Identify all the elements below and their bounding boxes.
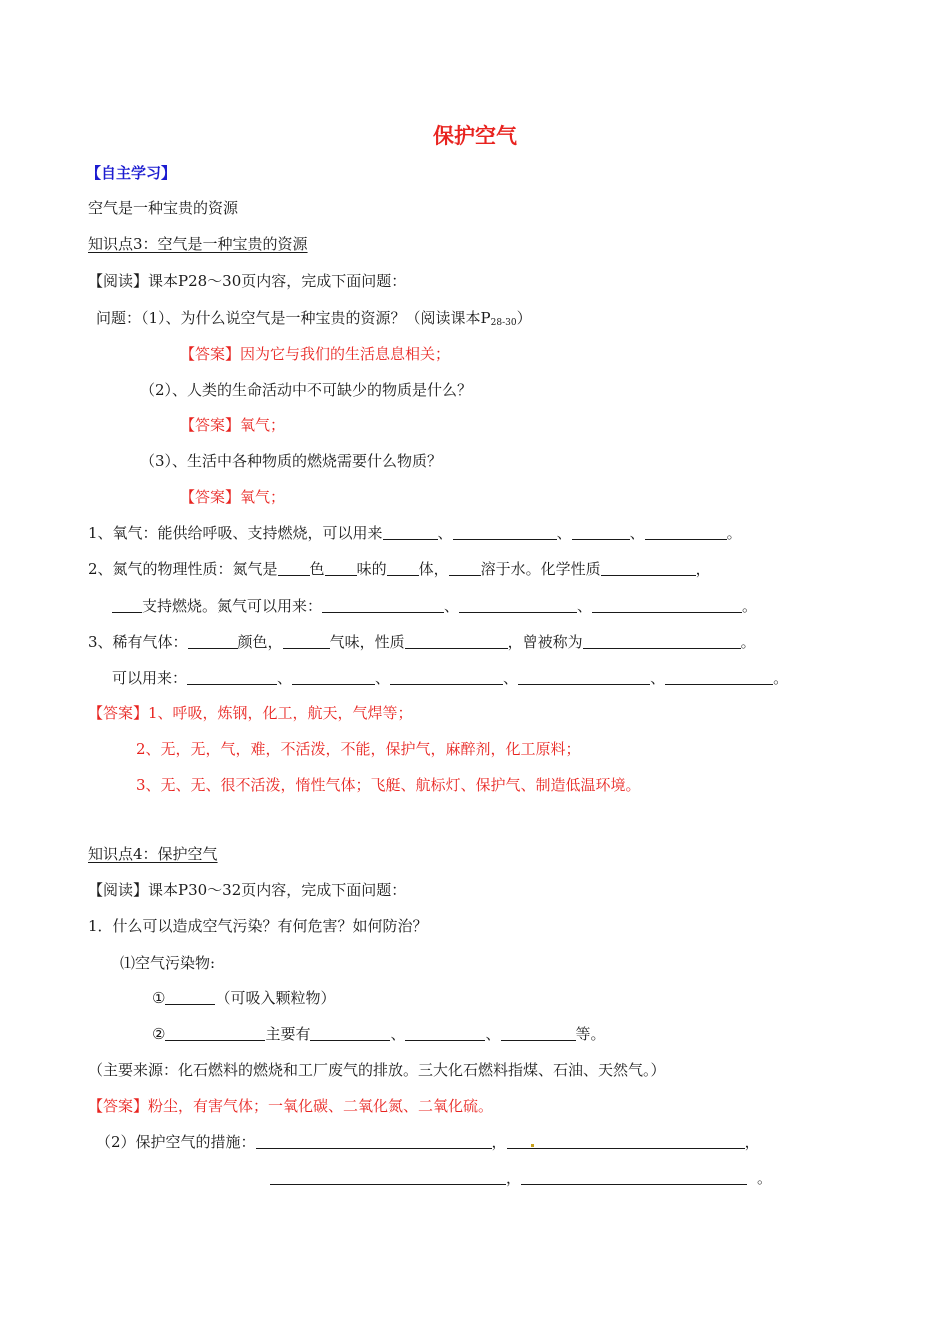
question-2-text: （2）保护空气的措施： [96,1133,256,1151]
blank-field[interactable] [521,1169,747,1185]
kp3-read: 【阅读】课本P28～30页内容，完成下面问题： [88,272,407,290]
separator: 、 [650,669,666,687]
blank-field[interactable] [507,1133,745,1149]
blank-field[interactable] [322,597,444,613]
separator: 、 [444,597,460,615]
fill-oxygen [88,523,742,543]
fill-text: 色 [309,560,325,578]
blank-field[interactable] [665,669,773,685]
period: 。 [757,1169,773,1187]
page-title: 保护空气 [433,124,517,148]
fill-text: 可以用来： [112,669,188,687]
answer-tag: 【答案】 [88,1097,149,1115]
blank-field[interactable] [256,1133,492,1149]
period: 。 [742,597,758,615]
fill-text: 气味，性质 [329,633,405,651]
blank-field[interactable] [278,560,310,576]
question-1-text: 问题：（1）、为什么说空气是一种宝贵的资源？（阅读课本P [96,309,491,327]
page-range-subscript: 28-30 [490,318,517,328]
fill-text: ，曾被称为 [507,633,583,651]
blank-field[interactable] [501,1025,576,1041]
kp3-answer-3 [180,487,285,507]
period: 。 [773,669,789,687]
separator: 、 [485,1025,501,1043]
answer-tag: 【答案】 [88,704,149,722]
item-marker: ② [152,1025,166,1043]
blank-field[interactable] [188,633,238,649]
kp4-heading: 知识点4：保护空气 [88,845,218,863]
period: 。 [726,524,742,542]
period: 。 [740,633,756,651]
fill-noble-gas-2 [112,668,788,688]
kp3-answer-block-1 [88,703,413,723]
separator: 、 [556,524,572,542]
fill-text: 2、氮气的物理性质：氮气是 [88,560,278,578]
blank-field[interactable] [583,633,741,649]
blank-field[interactable] [645,524,727,540]
mark-dot [531,1144,534,1147]
blank-field[interactable] [165,1025,265,1041]
kp4-answer [88,1096,493,1116]
comma: ， [491,1133,507,1151]
separator: 、 [390,1025,406,1043]
question-1-close: ） [516,309,532,327]
blank-field[interactable] [518,669,650,685]
separator: 、 [503,669,519,687]
intro-text: 空气是一种宝贵的资源 [88,199,239,217]
kp4-read: 【阅读】课本P30～32页内容，完成下面问题： [88,881,407,899]
blank-field[interactable] [383,524,438,540]
fill-text: 体， [418,560,449,578]
fill-nitrogen-1 [88,559,711,579]
answer-tag: 【答案】 [180,416,241,434]
blank-field[interactable] [459,597,577,613]
kp3-answer-block-2: 2、无，无，气，难，不活泼，不能，保护气，麻醉剂，化工原料； [136,740,581,758]
fill-noble-gas-1 [88,632,756,652]
kp3-question-1 [96,308,532,333]
fill-text: 1、氧气：能供给呼吸、支持燃烧，可以用来 [88,524,383,542]
self-study-heading: 【自主学习】 [86,164,177,182]
comma: ， [695,560,711,578]
blank-field[interactable] [601,560,696,576]
protection-measures-1 [96,1132,760,1152]
answer-text: 氧气； [240,416,286,434]
answer-text: 因为它与我们的生活息息相关； [240,345,451,363]
blank-field[interactable] [453,524,557,540]
pollution-source-note: （主要来源：化石燃料的燃烧和工厂废气的排放。三大化石燃料指煤、石油、天然气。） [88,1061,666,1079]
blank-field[interactable] [405,1025,485,1041]
item-marker: ① [152,989,166,1007]
blank-field[interactable] [592,597,742,613]
pollutant-item-2 [152,1024,606,1044]
fill-nitrogen-2 [112,596,757,616]
blank-field[interactable] [165,989,215,1005]
fill-text: 味的 [356,560,387,578]
answer-text: 1、呼吸，炼钢，化工，航天，气焊等； [148,704,413,722]
separator: 、 [437,524,453,542]
kp3-question-3: （3）、生活中各种物质的燃烧需要什么物质？ [140,452,443,470]
blank-field[interactable] [187,669,277,685]
blank-field[interactable] [112,597,142,613]
protection-measures-2 [270,1168,772,1188]
item-note: （可吸入颗粒物） [215,989,336,1007]
answer-tag: 【答案】 [180,345,241,363]
separator: 、 [375,669,391,687]
fill-text: 溶于水。化学性质 [480,560,601,578]
answer-tag: 【答案】 [180,488,241,506]
blank-field[interactable] [283,633,330,649]
separator: 、 [577,597,593,615]
kp4-question-1: 1．什么可以造成空气污染？有何危害？如何防治？ [88,917,428,935]
blank-field[interactable] [292,669,375,685]
fill-text: 颜色， [237,633,283,651]
kp3-question-2: （2）、人类的生命活动中不可缺少的物质是什么？ [140,381,473,399]
kp3-heading: 知识点3：空气是一种宝贵的资源 [88,235,308,253]
kp3-answer-block-3: 3、无、无、很不活泼，惰性气体；飞艇、航标灯、保护气、制造低温环境。 [136,776,641,794]
fill-text: 等。 [575,1025,606,1043]
blank-field[interactable] [572,524,630,540]
separator: 、 [629,524,645,542]
blank-field[interactable] [405,633,508,649]
fill-text: 主要有 [265,1025,311,1043]
pollutant-item-1 [152,988,335,1008]
answer-text: 粉尘，有害气体；一氧化碳、二氧化氮、二氧化硫。 [148,1097,494,1115]
comma: ， [506,1169,522,1187]
blank-field[interactable] [310,1025,390,1041]
pollutants-heading: ⑴空气污染物: [120,954,216,972]
kp3-answer-1 [180,344,450,364]
blank-field[interactable] [387,560,419,576]
blank-field[interactable] [390,669,503,685]
comma: ， [744,1133,760,1151]
blank-field[interactable] [325,560,357,576]
blank-field[interactable] [270,1169,506,1185]
separator: 、 [277,669,293,687]
fill-text: 支持燃烧。氮气可以用来： [142,597,323,615]
fill-text: 3、稀有气体： [88,633,188,651]
answer-text: 氧气； [240,488,286,506]
kp3-answer-2 [180,415,285,435]
blank-field[interactable] [449,560,481,576]
